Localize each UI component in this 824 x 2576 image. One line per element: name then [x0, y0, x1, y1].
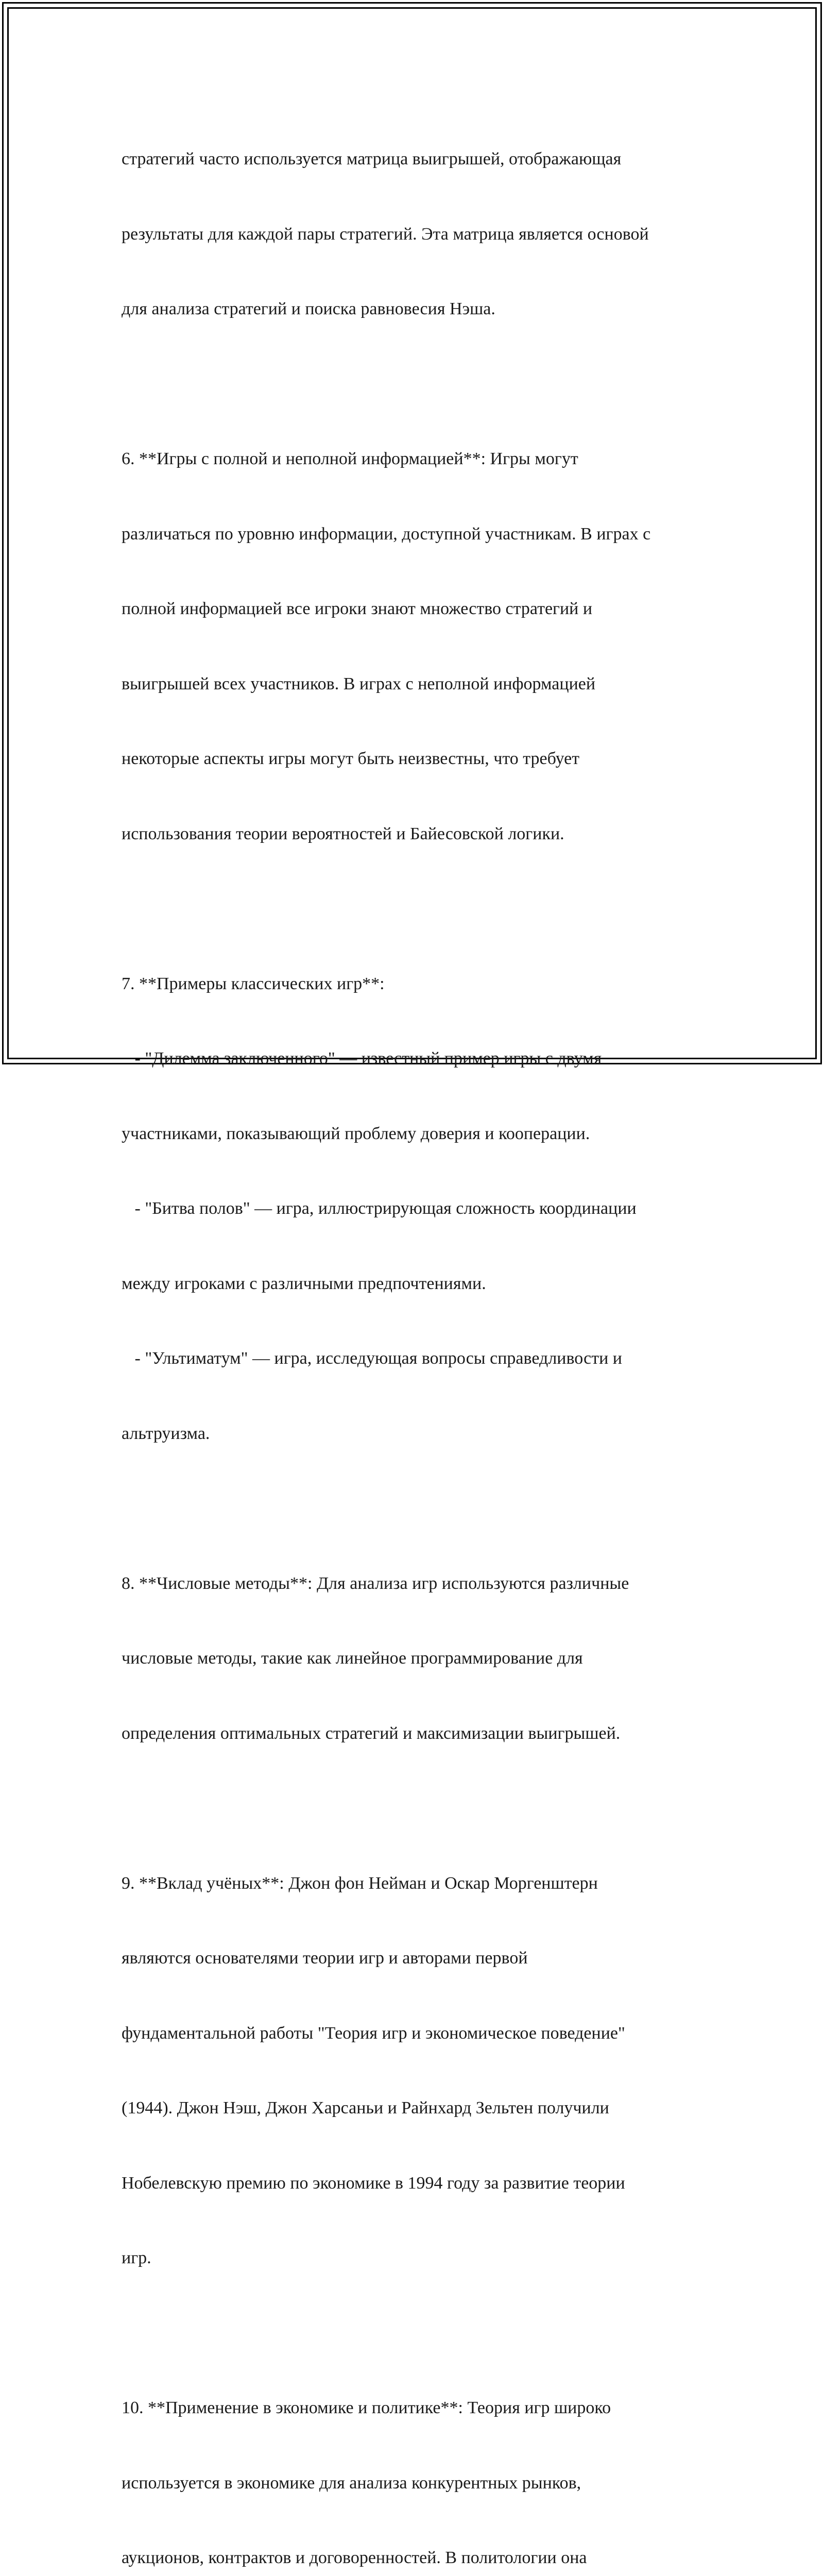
text-line: аукционов, контрактов и договоренностей. В политологии она — [122, 2548, 587, 2567]
paragraph-matrix-continuation — [122, 97, 709, 372]
text-line: 7. **Примеры классических игр**: — [122, 974, 385, 993]
text-line: 8. **Числовые методы**: Для анализа игр используются различные — [122, 1573, 629, 1593]
text-line: использования теории вероятностей и Байесовской логики. — [122, 824, 564, 843]
text-line: выигрышей всех участников. В играх с неполной информацией — [122, 674, 596, 693]
paragraph-item-9 — [122, 1821, 709, 2321]
text-line: являются основателями теории игр и авторами первой — [122, 1948, 528, 1968]
text-line: фундаментальной работы "Теория игр и экономическое поведение" — [122, 2023, 625, 2043]
text-line: Нобелевскую премию по экономике в 1994 году за развитие теории — [122, 2173, 625, 2193]
paragraph-gap — [122, 2321, 709, 2346]
paragraph-gap — [122, 1496, 709, 1521]
text-line: некоторые аспекты игры могут быть неизвестны, что требует — [122, 749, 580, 768]
text-line: используется в экономике для анализа конкурентных рынков, — [122, 2473, 581, 2493]
text-line: - "Битва полов" — игра, иллюстрирующая сложность координации — [122, 1199, 637, 1218]
text-line: стратегий часто используется матрица выигрышей, отображающая — [122, 149, 622, 168]
text-line: между игроками с различными предпочтениями. — [122, 1274, 486, 1293]
paragraph-item-7 — [122, 922, 709, 1497]
text-line: различаться по уровню информации, доступной участникам. В играх с — [122, 524, 651, 544]
text-line: 9. **Вклад учёных**: Джон фон Нейман и Оскар Моргенштерн — [122, 1873, 598, 1893]
text-line: (1944). Джон Нэш, Джон Харсаньи и Райнхард Зельтен получили — [122, 2098, 609, 2117]
text-line: участниками, показывающий проблему доверия и кооперации. — [122, 1124, 590, 1143]
paragraph-gap — [122, 896, 709, 922]
paragraph-gap — [122, 1796, 709, 1821]
text-line: 6. **Игры с полной и неполной информацией**: Игры могут — [122, 449, 578, 468]
paragraph-gap — [122, 372, 709, 397]
text-line: - "Дилемма заключенного" — известный пример игры с двумя — [122, 1049, 602, 1068]
paragraph-item-8 — [122, 1521, 709, 1797]
text-line: игр. — [122, 2248, 151, 2267]
text-line: числовые методы, такие как линейное программирование для — [122, 1649, 583, 1668]
text-line: определения оптимальных стратегий и максимизации выигрышей. — [122, 1723, 621, 1743]
text-line: для анализа стратегий и поиска равновесия Нэша. — [122, 299, 495, 318]
paragraph-item-6 — [122, 397, 709, 896]
text-line: полной информацией все игроки знают множество стратегий и — [122, 599, 593, 618]
text-line: результаты для каждой пары стратегий. Эта матрица является основой — [122, 224, 649, 244]
text-line: - "Ультиматум" — игра, исследующая вопросы справедливости и — [122, 1349, 622, 1368]
text-line: 10. **Применение в экономике и политике**: Теория игр широко — [122, 2398, 611, 2417]
paragraph-item-10 — [122, 2346, 709, 2576]
document-body — [122, 97, 709, 2576]
text-line: альтруизма. — [122, 1423, 210, 1443]
